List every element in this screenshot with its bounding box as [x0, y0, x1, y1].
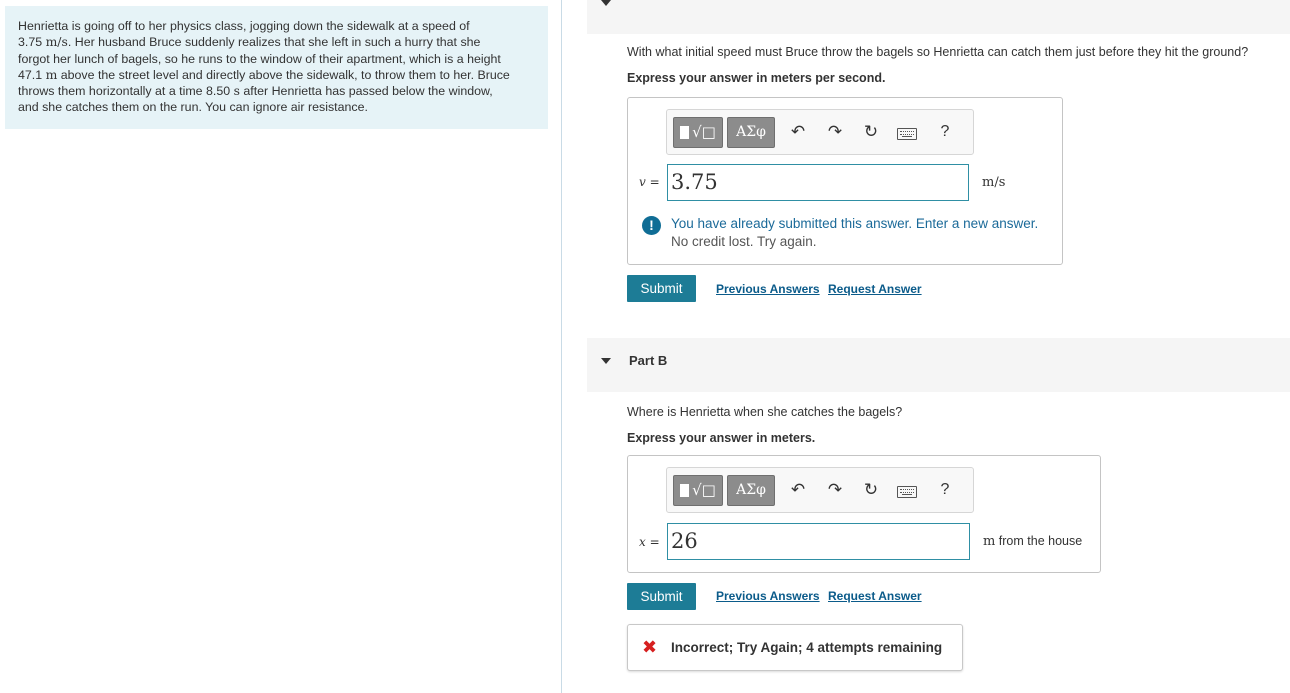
unit-symbol: m [983, 534, 996, 549]
problem-pane [0, 0, 562, 693]
part-b-answer-box [627, 455, 1101, 573]
problem-text: throws them horizontally at a time 8.50 [18, 84, 234, 99]
unit-text: from the house [995, 534, 1083, 548]
problem-line [18, 67, 536, 83]
alert-submessage: No credit lost. Try again. [671, 234, 817, 249]
greek-symbols-button[interactable]: ΑΣφ [727, 117, 775, 148]
part-a-instruction: Express your answer in meters per second. [627, 71, 886, 85]
answer-unit [982, 175, 1005, 190]
keyboard-icon[interactable] [895, 122, 919, 142]
part-b-title: Part B [629, 353, 668, 368]
problem-text: after Henrietta has passed below the window, [239, 84, 493, 99]
problem-text: above the street level and directly above the sidewalk, to throw them to her. Bruce [57, 67, 510, 82]
problem-text: . Her husband Bruce suddenly realizes that she left in such a hurry that she [67, 35, 481, 50]
problem-text: 3.75 [18, 35, 46, 50]
unit-symbol: m/s [45, 34, 68, 50]
undo-icon[interactable]: ↶ [790, 122, 806, 141]
help-icon[interactable]: ? [940, 123, 950, 140]
part-b-header[interactable] [587, 338, 1290, 392]
help-icon[interactable]: ? [940, 481, 950, 498]
templates-icon [680, 484, 689, 497]
request-answer-link[interactable]: Request Answer [828, 589, 922, 603]
previous-answers-link[interactable]: Previous Answers [716, 282, 820, 296]
answer-variable-label: v = [639, 175, 660, 189]
previous-answers-link[interactable]: Previous Answers [716, 589, 820, 603]
answer-unit [983, 534, 1082, 549]
templates-icon [680, 126, 689, 139]
part-a-header[interactable] [587, 0, 1290, 34]
math-toolbar [666, 467, 974, 513]
part-a-question: With what initial speed must Bruce throw the bagels so Henrietta can catch them just before they hit the ground? [627, 45, 1249, 59]
redo-icon[interactable]: ↷ [827, 122, 843, 141]
undo-icon[interactable]: ↶ [790, 480, 806, 499]
answer-input[interactable]: 26 [667, 523, 970, 560]
problem-line [18, 34, 536, 50]
problem-statement [5, 6, 548, 129]
exclamation-icon: ! [642, 216, 661, 235]
collapse-triangle-icon[interactable] [601, 0, 611, 6]
collapse-triangle-icon[interactable] [601, 358, 611, 364]
part-a-answer-box [627, 97, 1063, 265]
problem-text: and she catches them on the run. You can ignore air resistance. [18, 100, 368, 115]
part-b-question: Where is Henrietta when she catches the bagels? [627, 405, 903, 419]
submit-button[interactable]: Submit [627, 583, 696, 610]
unit-symbol: m/s [982, 175, 1006, 190]
keyboard-icon[interactable] [895, 480, 919, 500]
submit-button[interactable]: Submit [627, 275, 696, 302]
unit-symbol: s [233, 83, 240, 99]
problem-text: forgot her lunch of bagels, so he runs to the window of their apartment, which is a height [18, 51, 501, 66]
templates-button[interactable]: √□ [673, 475, 723, 506]
reset-icon[interactable]: ↻ [863, 122, 879, 141]
problem-line [18, 51, 536, 67]
close-x-icon: ✖ [642, 637, 658, 657]
reset-icon[interactable]: ↻ [863, 480, 879, 499]
part-b-instruction: Express your answer in meters. [627, 431, 816, 445]
request-answer-link[interactable]: Request Answer [828, 282, 922, 296]
incorrect-feedback [627, 624, 963, 671]
problem-text: 47.1 [18, 67, 46, 82]
math-toolbar [666, 109, 974, 155]
parts-pane [563, 0, 1290, 693]
feedback-message: Incorrect; Try Again; 4 attempts remaining [671, 640, 943, 655]
greek-symbols-button[interactable]: ΑΣφ [727, 475, 775, 506]
unit-symbol: m [45, 66, 58, 82]
answer-input[interactable]: 3.75 [667, 164, 969, 201]
problem-line [18, 18, 536, 34]
alert-message: You have already submitted this answer. Enter a new answer. [671, 216, 1039, 231]
redo-icon[interactable]: ↷ [827, 480, 843, 499]
templates-button[interactable]: √□ [673, 117, 723, 148]
problem-line [18, 99, 536, 115]
answer-variable-label: x = [639, 535, 660, 549]
problem-text: Henrietta is going off to her physics class, jogging down the sidewalk at a speed of [18, 19, 470, 33]
problem-line [18, 83, 536, 99]
